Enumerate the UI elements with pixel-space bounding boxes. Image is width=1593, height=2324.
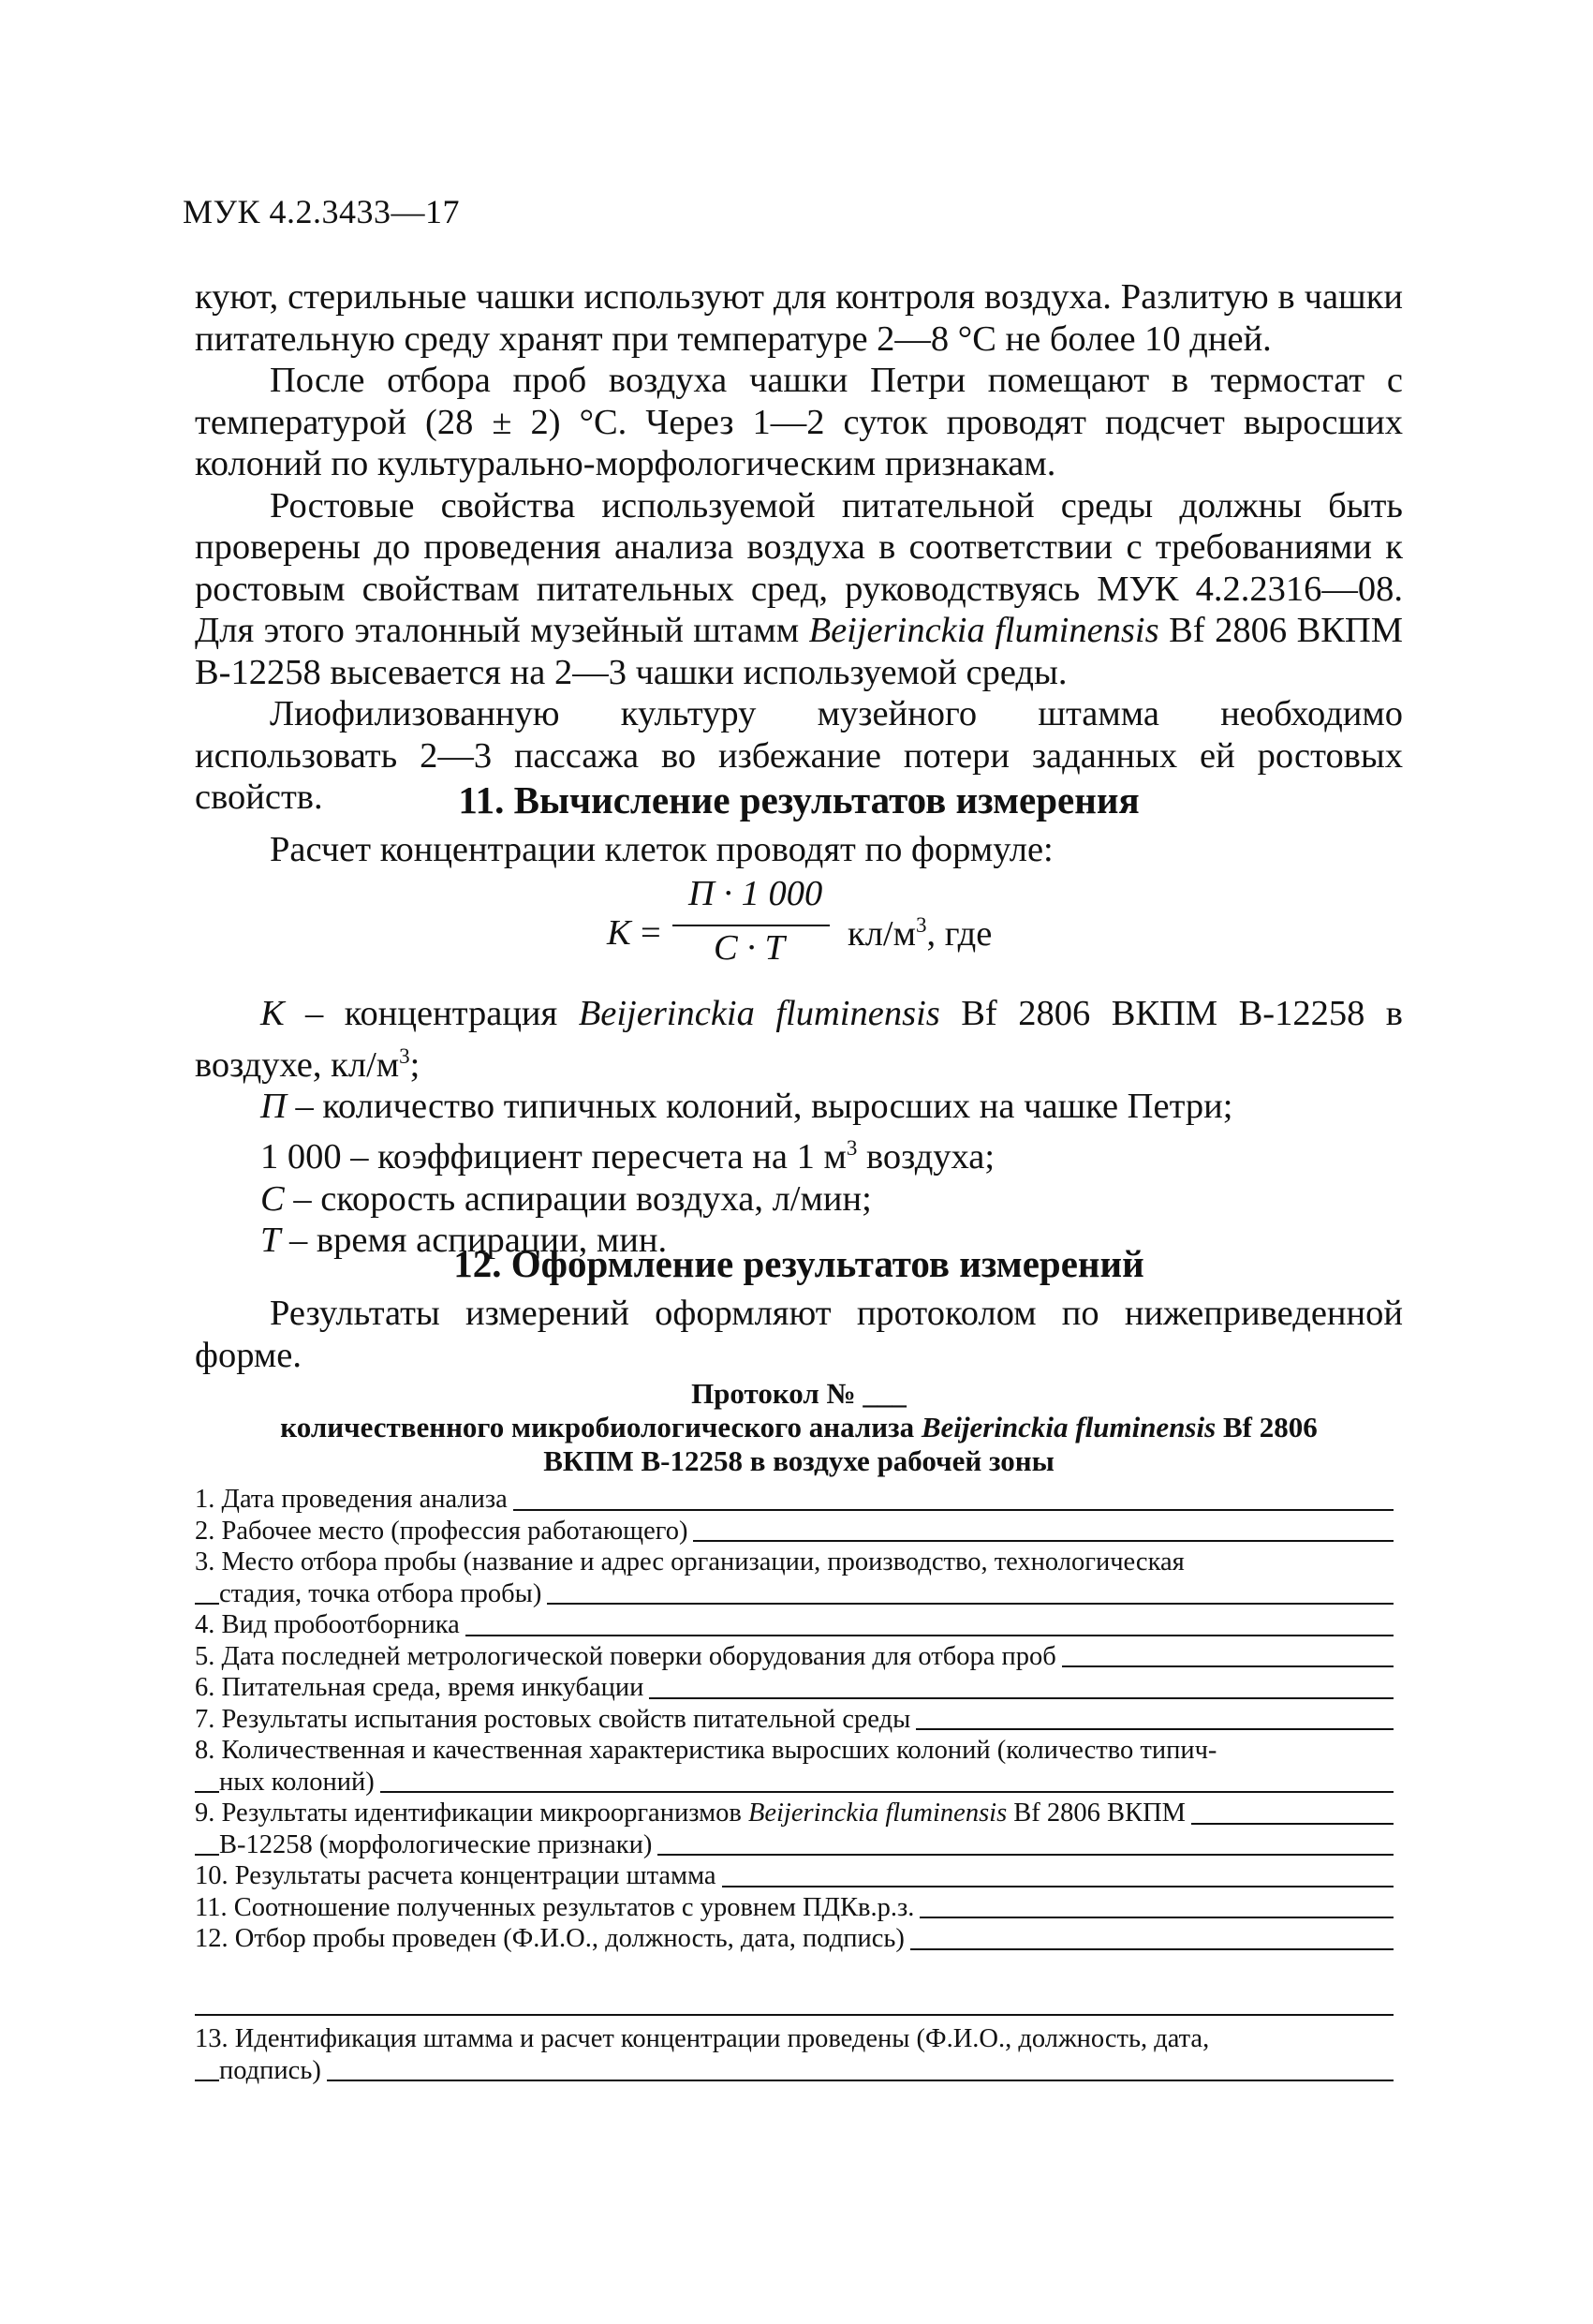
section-11-lead: Расчет концентрации клеток проводят по формуле: xyxy=(270,830,1054,869)
form-field-4[interactable]: 4. Вид пробоотборника xyxy=(195,1609,1394,1641)
definition-1000: 1 000 – коэффициент пересчета на 1 $м^3$ воздуха; xyxy=(260,1135,996,1177)
definition-t: Т – время аспирации, мин. xyxy=(260,1221,668,1261)
form-field-12[interactable]: 12. Отбор пробы проведен (Ф.И.О., должность, дата, подпись) xyxy=(195,1923,1394,1955)
formula-unit: $кл/м^3$, где xyxy=(848,912,993,954)
formula-lhs: K xyxy=(607,913,631,953)
section-11-title: 11. Вычисление результатов измерения xyxy=(458,778,1140,822)
section-12-title: 12. Оформление результатов измерений xyxy=(453,1242,1144,1285)
document-code-header: МУК 4.2.3433—17 xyxy=(183,193,461,230)
species-name: Beijerinckia fluminensis xyxy=(808,611,1159,650)
form-field-5[interactable]: 5. Дата последней метрологической поверки оборудования для отбора проб xyxy=(195,1641,1394,1673)
formula-denominator: С · Т xyxy=(714,928,785,968)
formula-definitions xyxy=(195,993,1403,1262)
section-11-lead-wrap xyxy=(195,829,1403,871)
extra-fill-line[interactable] xyxy=(195,2014,1394,2016)
form-field-10[interactable]: 10. Результаты расчета концентрации штамма xyxy=(195,1860,1394,1892)
form-field-8-line1: 8. Количественная и качественная характеристика выросших колоний (количество типич- xyxy=(195,1735,1394,1767)
paragraph-continuation: куют, стерильные чашки используют для контроля воздуха. Разлитую в чашки питательную среду хранят при температуре 2—8 °С не более 10 дней. xyxy=(195,277,1403,359)
protocol-title xyxy=(195,1377,1403,1478)
definition-p: П – количество типичных колоний, выросших на чашке Петри; xyxy=(260,1086,1233,1126)
protocol-form-end xyxy=(195,2023,1394,2086)
paragraph-growth-properties: Ростовые свойства используемой питательной среды должны быть проверены до проведения анализа воздуха в соответствии с требованиями к ростовым свойствам питательных сред, руководствуясь МУК 4.2.2316—08. Для этого эталонный музейный штамм Beijerinckia fluminensis Bf 2806 ВКПМ В-12258 высевается на 2—3 чашки используемой среды. xyxy=(195,485,1403,692)
definition-c: С – скорость аспирации воздуха, л/мин; xyxy=(260,1178,872,1219)
paragraph-petri: После отбора проб воздуха чашки Петри помещают в термостат с температурой (28 ± 2) °С. Через 1—2 суток проводят подсчет выросших колоний по культурально-морфологическим признакам. xyxy=(195,361,1403,483)
form-field-9-line1: 9. Результаты идентификации микроорганизмов Beijerinckia fluminensis Bf 2806 ВКПМ xyxy=(195,1798,1394,1829)
form-field-11[interactable]: 11. Соотношение полученных результатов с уровнем ПДКв.р.з. xyxy=(195,1892,1394,1924)
protocol-form xyxy=(195,1484,1394,1955)
formula-equals: = xyxy=(641,913,661,953)
form-field-13[interactable]: подпись) xyxy=(195,2055,1394,2087)
fill-line xyxy=(195,2080,1394,2081)
form-field-6[interactable]: 6. Питательная среда, время инкубации xyxy=(195,1672,1394,1704)
form-field-8[interactable]: ных колоний) xyxy=(195,1767,1394,1799)
intro-text xyxy=(195,276,1403,819)
protocol-title-line3: ВКПМ В-12258 в воздухе рабочей зоны xyxy=(543,1444,1055,1477)
concentration-formula xyxy=(0,874,1593,993)
form-field-1[interactable]: 1. Дата проведения анализа xyxy=(195,1484,1394,1516)
protocol-title-line2: количественного микробиологического анализа Beijerinckia fluminensis Bf 2806 xyxy=(280,1411,1318,1443)
form-field-7[interactable]: 7. Результаты испытания ростовых свойств питательной среды xyxy=(195,1704,1394,1736)
form-field-2[interactable]: 2. Рабочее место (профессия работающего) xyxy=(195,1516,1394,1547)
protocol-title-line1: Протокол № ___ xyxy=(691,1377,907,1410)
section-12-lead: Результаты измерений оформляют протоколом по нижеприведенной форме. xyxy=(195,1294,1403,1375)
definition-k: К – концентрация Beijerinckia fluminensis Bf 2806 ВКПМ В-12258 в воздухе, $кл/м^3$; xyxy=(195,994,1403,1085)
form-field-3[interactable]: стадия, точка отбора пробы) xyxy=(195,1578,1394,1610)
section-12-lead-wrap xyxy=(195,1293,1403,1376)
formula-numerator: П · 1 000 xyxy=(688,874,823,913)
paragraph-lyophilized: Лиофилизованную культуру музейного штамма необходимо использовать 2—3 пассажа во избежание потери заданных ей ростовых свойств. xyxy=(195,694,1403,817)
fraction-bar xyxy=(672,925,830,926)
form-field-3-line1: 3. Место отбора пробы (название и адрес организации, производство, технологическая xyxy=(195,1547,1394,1578)
form-field-13-line1: 13. Идентификация штамма и расчет концентрации проведены (Ф.И.О., должность, дата, xyxy=(195,2023,1394,2055)
form-field-9[interactable]: В-12258 (морфологические признаки) xyxy=(195,1829,1394,1861)
